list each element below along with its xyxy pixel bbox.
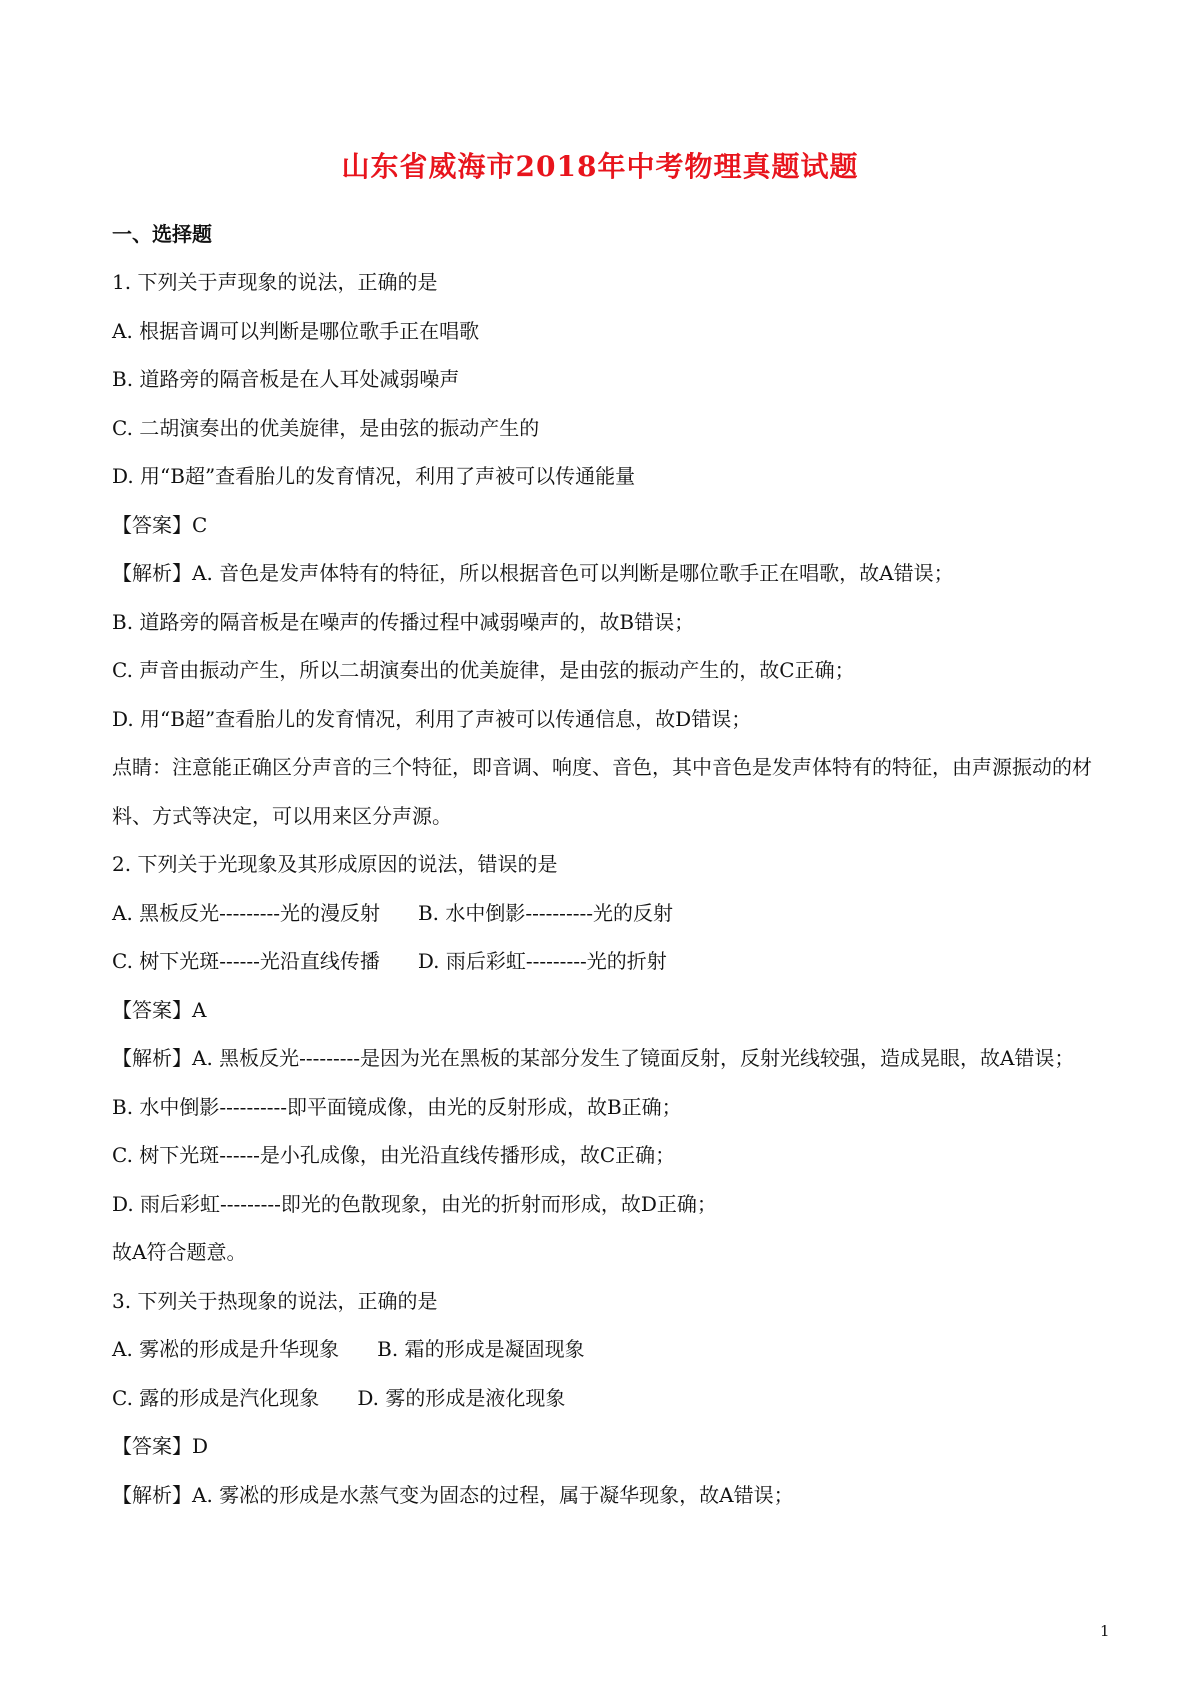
- page-number: 1: [1100, 1622, 1110, 1640]
- question-3-option-a: A. 雾凇的形成是升华现象: [112, 1337, 340, 1361]
- question-2-options-ab: [112, 889, 1102, 938]
- question-2-explanation-c: C. 树下光斑------是小孔成像，由光沿直线传播形成，故C正确；: [112, 1143, 676, 1167]
- question-1-option-a: A. 根据音调可以判断是哪位歌手正在唱歌: [112, 318, 480, 343]
- question-2-option-b: B. 水中倒影----------光的反射: [417, 900, 673, 925]
- document-body: [112, 258, 1102, 1519]
- question-2-conclusion: 故A符合题意。: [112, 1240, 247, 1264]
- question-1-option-b: B. 道路旁的隔音板是在人耳处减弱噪声: [112, 367, 460, 391]
- question-1-explanation-d: D. 用“B超”查看胎儿的发育情况，利用了声被可以传通信息，故D错误；: [112, 706, 752, 731]
- question-3-option-c: C. 露的形成是汽化现象: [112, 1385, 320, 1410]
- section-heading: 一、选择题: [112, 222, 212, 246]
- question-1-option-d: D. 用“B超”查看胎儿的发育情况，利用了声被可以传通能量: [112, 464, 636, 488]
- question-3-option-b: B. 霜的形成是凝固现象: [377, 1337, 585, 1361]
- question-1-explanation-b: B. 道路旁的隔音板是在噪声的传播过程中减弱噪声的，故B错误；: [112, 609, 695, 634]
- question-1-note: 点睛：注意能正确区分声音的三个特征，即音调、响度、音色，其中音色是发声体特有的特征，由声源振动的材料、方式等决定，可以用来区分声源。: [112, 755, 1092, 828]
- question-2-explanation-b: B. 水中倒影----------即平面镜成像，由光的反射形成，故B正确；: [112, 1094, 682, 1119]
- question-3-answer: 【答案】D: [112, 1434, 209, 1458]
- question-2-explanation-a: 【解析】A. 黑板反光---------是因为光在黑板的某部分发生了镜面反射，反射光线较强，造成晃眼，故A错误；: [112, 1046, 1075, 1070]
- question-2-option-c: C. 树下光斑------光沿直线传播: [112, 949, 380, 973]
- question-2-options-cd: [112, 937, 1102, 986]
- question-2-option-d: D. 雨后彩虹---------光的折射: [417, 949, 667, 973]
- question-3-options-cd: [112, 1374, 1102, 1423]
- question-2-stem: 2. 下列关于光现象及其形成原因的说法，错误的是: [112, 852, 558, 876]
- question-3-stem: 3. 下列关于热现象的说法，正确的是: [112, 1288, 438, 1313]
- question-1-option-c: C. 二胡演奏出的优美旋律，是由弦的振动产生的: [112, 415, 540, 440]
- question-1-answer: 【答案】C: [112, 512, 208, 537]
- question-3-option-d: D. 雾的形成是液化现象: [357, 1385, 566, 1410]
- question-1-explanation-a: 【解析】A. 音色是发声体特有的特征，所以根据音色可以判断是哪位歌手正在唱歌，故A错误；: [112, 561, 954, 585]
- question-2-explanation-d: D. 雨后彩虹---------即光的色散现象，由光的折射而形成，故D正确；: [112, 1191, 717, 1216]
- question-3-explanation-a: 【解析】A. 雾凇的形成是水蒸气变为固态的过程，属于凝华现象，故A错误；: [112, 1482, 794, 1507]
- question-2-option-a: A. 黑板反光---------光的漫反射: [112, 900, 380, 925]
- question-3-options-ab: [112, 1325, 1102, 1374]
- question-2-answer: 【答案】A: [112, 997, 207, 1022]
- document-title: 山东省威海市2018年中考物理真题试题: [341, 150, 859, 183]
- question-1-explanation-c: C. 声音由振动产生，所以二胡演奏出的优美旋律，是由弦的振动产生的，故C正确；: [112, 658, 855, 682]
- question-1-stem: 1. 下列关于声现象的说法，正确的是: [112, 270, 438, 294]
